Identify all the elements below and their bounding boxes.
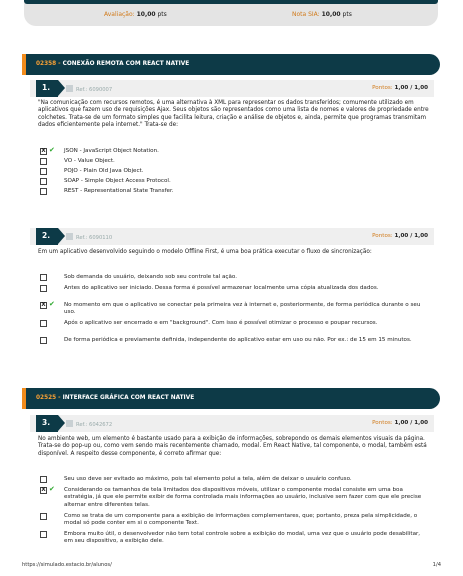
avaliacao-score	[104, 11, 167, 18]
question-ref	[66, 420, 112, 428]
answer-text: JSON - JavaScript Object Notation.	[64, 148, 159, 154]
section-name: INTERFACE GRÁFICA COM REACT NATIVE	[62, 395, 195, 401]
avaliacao-value: 10,00	[136, 11, 156, 18]
answer-checkbox[interactable]: X	[41, 302, 46, 308]
question-number: 1.	[36, 80, 58, 97]
nota-sia-unit: pts	[342, 11, 352, 18]
section-name: CONEXÃO REMOTA COM REACT NATIVE	[62, 61, 190, 67]
answer-checkbox[interactable]	[40, 337, 47, 344]
answer-text: POJO - Plain Old Java Object.	[64, 168, 144, 174]
section-code: 02525 -	[36, 395, 63, 401]
score-bar	[24, 0, 438, 26]
question-ref	[66, 233, 112, 241]
answer-text: Considerando os tamanhos de tela limitados dos dispositivos móveis, utilizar o componente modal consiste em uma boa estratégia, já que ele permite exibir de forma controlada mais informações ao usuário, inclusive sem fazer com que ele precise alternar entre diferentes telas.	[64, 487, 422, 508]
answer-checkbox[interactable]	[40, 476, 47, 483]
section-header	[22, 388, 440, 409]
points-label: Pontos:	[372, 233, 393, 239]
ref-icon	[66, 420, 73, 427]
points-label: Pontos:	[372, 85, 393, 91]
question-ref-text: Ref.: 6090007	[76, 87, 113, 93]
answer-text: No momento em que o aplicativo se conectar pela primeira vez à internet e, posteriormente, de forma periódica durante o seu uso.	[64, 302, 421, 316]
answer-text: Embora muito útil, o desenvolvedor não tem total controle sobre a exibição do modal, uma vez que o usuário pode desabilitar, em seu dispositivo, a exibição dele.	[64, 531, 421, 545]
avaliacao-unit: pts	[157, 11, 167, 18]
question-number: 3.	[36, 415, 58, 432]
answer-text: De forma periódica e previamente definida, independente do aplicativo estar em uso ou não. Por ex.: de 15 em 15 minutos.	[64, 337, 412, 343]
ref-icon	[66, 233, 73, 240]
section-stripe	[22, 388, 26, 409]
question-number: 2.	[36, 228, 58, 245]
question-points	[372, 233, 428, 239]
answer-text: Sob demanda do usuário, deixando sob seu controle tal ação.	[64, 274, 238, 280]
page-footer	[22, 562, 441, 568]
answer-checkbox[interactable]	[40, 274, 47, 281]
section-title	[36, 395, 194, 401]
question-ref-text: Ref.: 6042672	[76, 422, 113, 428]
answer-checkbox[interactable]	[40, 158, 47, 165]
score-bar-top-line	[24, 0, 438, 4]
question-ref-text: Ref.: 6090110	[76, 235, 113, 241]
correct-check-icon: ✔	[49, 146, 55, 154]
answer-checkbox[interactable]	[40, 178, 47, 185]
answer-text: Antes do aplicativo ser iniciado. Dessa forma é possível armazenar localmente uma cópia atualizada dos dados.	[64, 285, 379, 291]
answer-text: SOAP - Simple Object Access Protocol.	[64, 178, 171, 184]
question-stem: Em um aplicativo desenvolvido seguindo o modelo Offline First, é uma boa prática executar o fluxo de sincronização:	[38, 249, 372, 255]
page-number: 1/4	[432, 562, 441, 568]
nota-sia-label: Nota SIA:	[292, 11, 320, 18]
ref-icon	[66, 85, 73, 92]
answer-checkbox[interactable]	[40, 320, 47, 327]
answer-checkbox[interactable]: X	[41, 487, 46, 493]
answer-checkbox[interactable]: X	[41, 148, 46, 154]
section-header	[22, 54, 440, 75]
nota-sia-value: 10,00	[321, 11, 341, 18]
answer-text: REST - Representational State Transfer.	[64, 188, 174, 194]
answer-text: Após o aplicativo ser encerrado e em "background". Com isso é possível otimizar o processo e poupar recursos.	[64, 320, 378, 326]
answer-checkbox[interactable]	[40, 285, 47, 292]
section-code: 02358 -	[36, 61, 63, 67]
section-stripe	[22, 54, 26, 75]
answer-text: Seu uso deve ser evitado ao máximo, pois tal elemento polui a tela, além de deixar o usuário confuso.	[64, 476, 352, 482]
question-stem: No ambiente web, um elemento é bastante usado para a exibição de informações, sobrepondo os demais elementos visuais da página. Trata-se do pop-up ou, como vem sendo mais recentemente chamado, modal. Em React Native, tal componente, o modal, também está disponível. A respeito desse componente, é correto afirmar que:	[38, 436, 427, 457]
avaliacao-label: Avaliação:	[104, 11, 135, 18]
question-points	[372, 85, 428, 91]
question-header	[30, 80, 434, 97]
points-value: 1,00 / 1,00	[394, 85, 428, 91]
question-header	[30, 415, 434, 432]
question-header	[30, 228, 434, 245]
correct-check-icon: ✔	[49, 300, 55, 308]
question-points	[372, 420, 428, 426]
points-value: 1,00 / 1,00	[394, 233, 428, 239]
question-stem: "Na comunicação com recursos remotos, é uma alternativa à XML para representar os dados transferidos; comumente utilizado em aplicativos que fazem uso de requisições Ajax. Seus objetos são representados como uma lista de nomes e valores de propriedade entre colchetes. Trata-se de um formato simples que facilita leitura, criação e análise de objetos e, ainda, permite que programas transmitam dados eficientemente pela internet." Trata-se de:	[38, 100, 429, 128]
answer-checkbox[interactable]	[40, 513, 47, 520]
answer-checkbox[interactable]	[40, 531, 47, 538]
answer-text: Como se trata de um componente para a exibição de informações complementares, que; portanto, preza pela simplicidade, o modal só pode conter em si o componente Text.	[64, 513, 418, 527]
correct-check-icon: ✔	[49, 485, 55, 493]
answer-checkbox[interactable]	[40, 188, 47, 195]
footer-url: https://simulado.estacio.br/alunos/	[22, 562, 112, 568]
points-label: Pontos:	[372, 420, 393, 426]
question-ref	[66, 85, 112, 93]
answer-checkbox[interactable]	[40, 168, 47, 175]
nota-sia-score	[292, 11, 352, 18]
points-value: 1,00 / 1,00	[394, 420, 428, 426]
answer-text: VO - Value Object.	[64, 158, 115, 164]
section-title	[36, 61, 189, 67]
